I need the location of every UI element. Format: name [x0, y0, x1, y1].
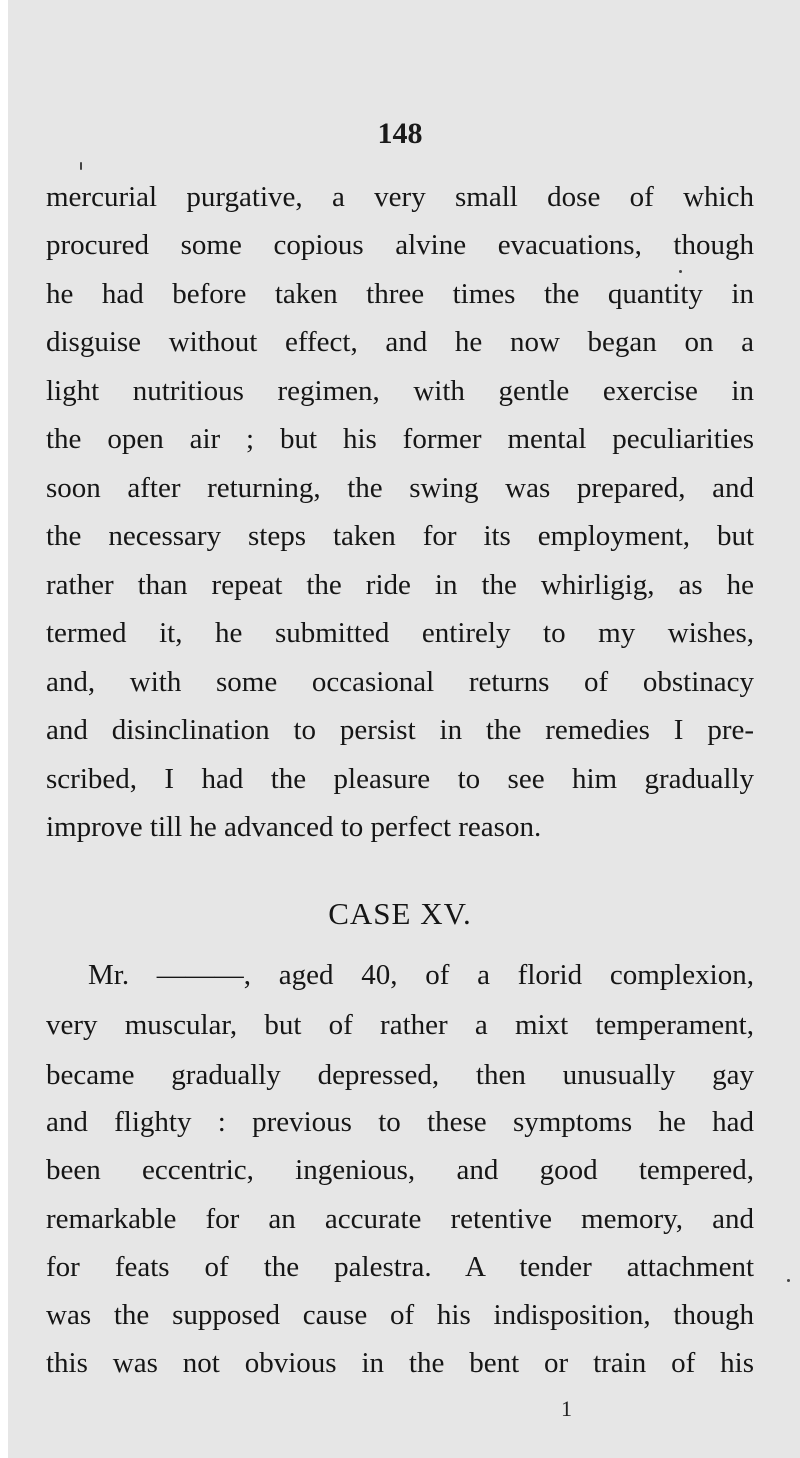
paragraph-1-line-14: improve till he advanced to perfect reason.: [46, 811, 542, 843]
paragraph-1-line-6: the open air ; but his former mental peculiarities: [46, 423, 754, 455]
paragraph-1-line-7: soon after returning, the swing was prepared, and: [46, 472, 754, 504]
case-heading: CASE XV.: [328, 896, 472, 931]
ink-speck: [679, 270, 682, 273]
paragraph-2-line-6: remarkable for an accurate retentive memory, and: [46, 1203, 754, 1235]
ink-speck: [787, 1279, 790, 1282]
paragraph-2-line-4: and flighty : previous to these symptoms he had: [46, 1106, 754, 1138]
paragraph-2-line-3: became gradually depressed, then unusually gay: [46, 1059, 754, 1091]
paragraph-1-line-2: procured some copious alvine evacuations, though: [46, 229, 754, 261]
paragraph-1-line-3: he had before taken three times the quantity in: [46, 278, 754, 310]
signature-mark: 1: [561, 1396, 572, 1421]
paragraph-1-line-11: and, with some occasional returns of obstinacy: [46, 666, 754, 698]
paragraph-1-line-13: scribed, I had the pleasure to see him gradually: [46, 763, 754, 795]
paragraph-1-line-10: termed it, he submitted entirely to my wishes,: [46, 617, 754, 649]
paragraph-2-line-9: this was not obvious in the bent or train of his: [46, 1347, 754, 1379]
paragraph-2-line-5: been eccentric, ingenious, and good tempered,: [46, 1154, 754, 1186]
paragraph-1-line-12: and disinclination to persist in the remedies I pre-: [46, 714, 754, 746]
paragraph-1-line-5: light nutritious regimen, with gentle exercise in: [46, 375, 754, 407]
paragraph-1-line-9: rather than repeat the ride in the whirligig, as he: [46, 569, 754, 601]
paragraph-1-line-8: the necessary steps taken for its employment, but: [46, 520, 754, 552]
paragraph-2-line-8: was the supposed cause of his indisposition, though: [46, 1299, 754, 1331]
page-gutter: [0, 0, 8, 1458]
paragraph-2-line-2: very muscular, but of rather a mixt temperament,: [46, 1009, 754, 1041]
page-number: 148: [377, 117, 423, 150]
paragraph-1-line-1: mercurial purgative, a very small dose of which: [46, 181, 754, 213]
paragraph-2-line-7: for feats of the palestra. A tender attachment: [46, 1251, 754, 1283]
paragraph-1-line-4: disguise without effect, and he now began on a: [46, 326, 754, 358]
paragraph-2-line-1: Mr. ———, aged 40, of a florid complexion,: [88, 959, 754, 991]
ink-speck: [80, 162, 82, 170]
